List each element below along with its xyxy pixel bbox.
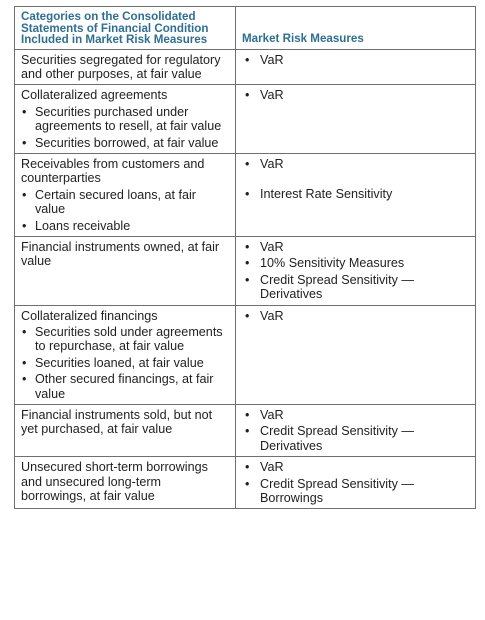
- category-subitem: • Securities purchased under agreements to resell, at fair value: [21, 105, 229, 134]
- category-subitem: • Loans receivable: [21, 219, 229, 233]
- category-cell: [15, 305, 236, 404]
- category-label: Receivables from customers and counterparties: [21, 156, 205, 186]
- category-label: Collateralized financings: [21, 308, 158, 323]
- table-row: [15, 236, 476, 305]
- measures-cell: [236, 153, 476, 236]
- measure-item: • VaR: [242, 408, 469, 422]
- category-subitem: • Securities borrowed, at fair value: [21, 136, 229, 150]
- measures-cell: [236, 305, 476, 404]
- measure-item: • 10% Sensitivity Measures: [242, 256, 469, 270]
- table-row: [15, 85, 476, 154]
- category-cell: [15, 85, 236, 154]
- measure-item: • Credit Spread Sensitivity — Derivatives: [242, 424, 469, 453]
- table-header-row: [15, 7, 476, 50]
- measure-item: • VaR: [242, 460, 469, 474]
- table-row: [15, 49, 476, 85]
- measures-cell: [236, 85, 476, 154]
- category-label: Securities segregated for regulatory and other purposes, at fair value: [21, 52, 221, 81]
- measure-item: • VaR: [242, 240, 469, 254]
- measure-item: • VaR: [242, 309, 469, 323]
- category-subitem: • Securities loaned, at fair value: [21, 356, 229, 370]
- category-cell: [15, 153, 236, 236]
- measure-item: • VaR: [242, 88, 469, 102]
- category-cell: [15, 236, 236, 305]
- header-market-risk-measures: Market Risk Measures: [236, 7, 476, 50]
- measure-item: • Credit Spread Sensitivity — Derivatives: [242, 273, 469, 302]
- measures-cell: [236, 49, 476, 85]
- category-label: Collateralized agreements: [21, 88, 168, 103]
- table-row: [15, 305, 476, 404]
- table-row: [15, 153, 476, 236]
- measure-item: • VaR: [242, 53, 469, 67]
- category-subitem: • Securities sold under agreements to repurchase, at fair value: [21, 325, 229, 354]
- measures-cell: [236, 405, 476, 457]
- header-categories: Categories on the Consolidated Statements of Financial Condition Included in Market Risk Measures: [15, 7, 236, 50]
- measures-cell: [236, 457, 476, 509]
- market-risk-document: [14, 6, 476, 509]
- table-row: [15, 405, 476, 457]
- measure-item: • Credit Spread Sensitivity — Borrowings: [242, 477, 469, 506]
- measures-cell: [236, 236, 476, 305]
- category-label: Financial instruments owned, at fair value: [21, 239, 220, 269]
- category-label: Financial instruments sold, but not yet purchased, at fair value: [21, 408, 213, 437]
- category-subitem: • Certain secured loans, at fair value: [21, 188, 229, 217]
- measure-item: • Interest Rate Sensitivity: [242, 187, 469, 201]
- market-risk-table: [14, 6, 476, 509]
- category-subitem: • Other secured financings, at fair value: [21, 372, 229, 401]
- measure-item: • VaR: [242, 157, 469, 171]
- table-row: [15, 457, 476, 509]
- category-cell: [15, 49, 236, 85]
- category-cell: [15, 405, 236, 457]
- category-cell: [15, 457, 236, 509]
- category-label: Unsecured short-term borrowings and unsecured long-term borrowings, at fair value: [21, 460, 208, 504]
